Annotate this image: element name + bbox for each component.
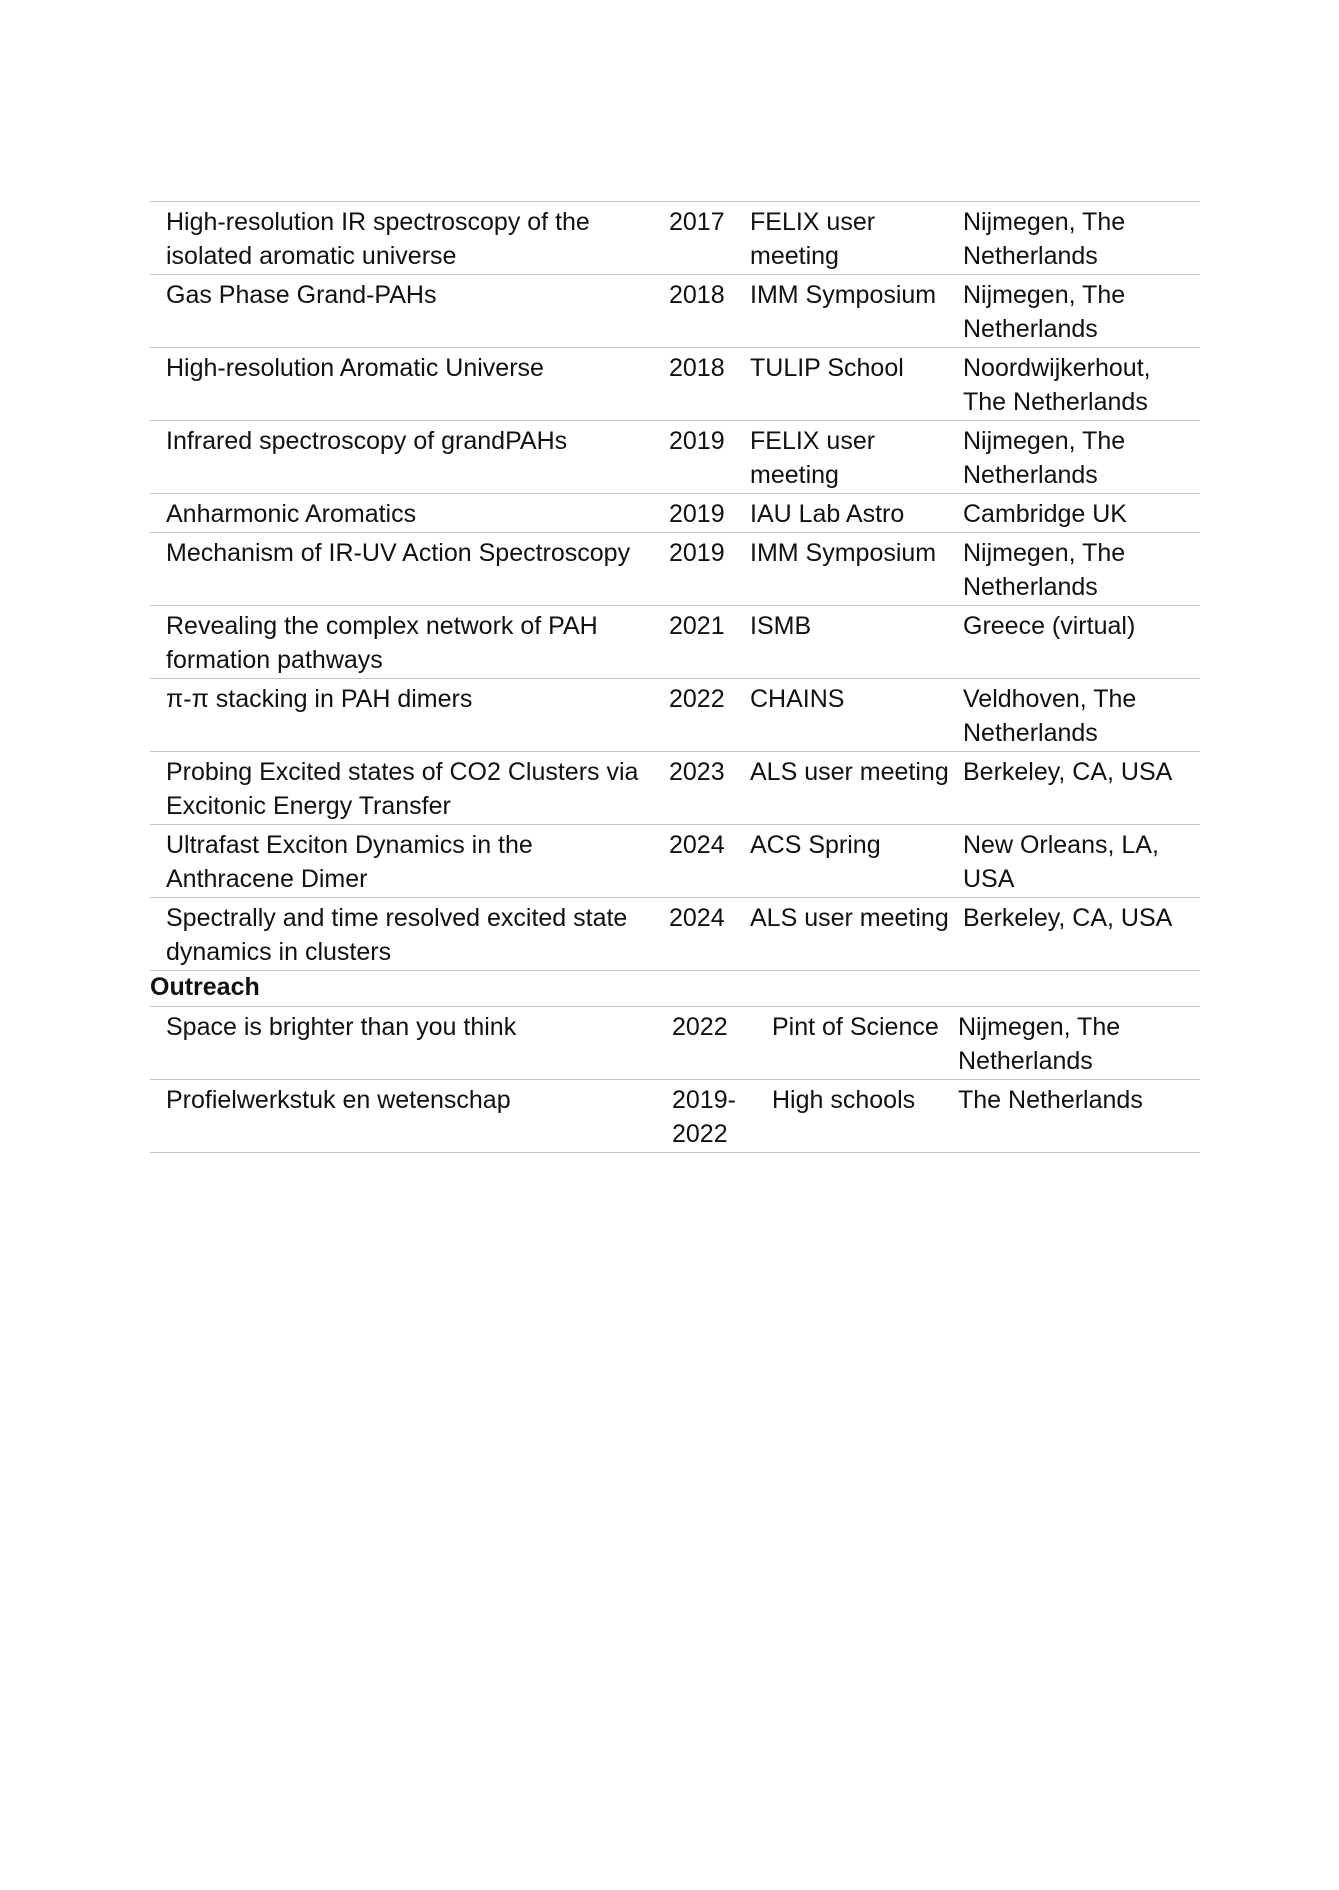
- table-row: [150, 533, 1200, 606]
- table-row: [150, 348, 1200, 421]
- outreach-location: The Netherlands: [947, 1080, 1200, 1153]
- outreach-year: 2022: [653, 1007, 769, 1080]
- table-row: [150, 275, 1200, 348]
- talk-event: IMM Symposium: [747, 275, 949, 348]
- talk-title: Ultrafast Exciton Dynamics in the Anthracene Dimer: [150, 825, 653, 898]
- table-row: [150, 421, 1200, 494]
- talk-event: CHAINS: [747, 679, 949, 752]
- table-row: [150, 202, 1200, 275]
- talk-year: 2024: [653, 898, 747, 971]
- talk-year: 2022: [653, 679, 747, 752]
- talk-location: Berkeley, CA, USA: [949, 752, 1200, 825]
- talk-year: 2019: [653, 421, 747, 494]
- talk-event: IMM Symposium: [747, 533, 949, 606]
- outreach-table: [150, 1006, 1200, 1153]
- talk-title: Anharmonic Aromatics: [150, 494, 653, 533]
- talk-year: 2019: [653, 494, 747, 533]
- talk-location: Nijmegen, The Netherlands: [949, 275, 1200, 348]
- outreach-event: Pint of Science: [769, 1007, 947, 1080]
- outreach-title: Space is brighter than you think: [150, 1007, 653, 1080]
- table-row: [150, 1007, 1200, 1080]
- talk-year: 2018: [653, 348, 747, 421]
- talk-event: FELIX user meeting: [747, 421, 949, 494]
- outreach-location: Nijmegen, The Netherlands: [947, 1007, 1200, 1080]
- talk-title: High-resolution IR spectroscopy of the isolated aromatic universe: [150, 202, 653, 275]
- talk-title: Probing Excited states of CO2 Clusters via Excitonic Energy Transfer: [150, 752, 653, 825]
- talk-year: 2018: [653, 275, 747, 348]
- talk-title: Revealing the complex network of PAH formation pathways: [150, 606, 653, 679]
- talk-title: High-resolution Aromatic Universe: [150, 348, 653, 421]
- talk-location: Nijmegen, The Netherlands: [949, 421, 1200, 494]
- talk-location: New Orleans, LA, USA: [949, 825, 1200, 898]
- talk-location: Berkeley, CA, USA: [949, 898, 1200, 971]
- table-row: [150, 898, 1200, 971]
- talk-event: ALS user meeting: [747, 752, 949, 825]
- table-row: [150, 606, 1200, 679]
- talk-title: π-π stacking in PAH dimers: [150, 679, 653, 752]
- table-row: [150, 752, 1200, 825]
- talk-title: Gas Phase Grand-PAHs: [150, 275, 653, 348]
- talk-title: Infrared spectroscopy of grandPAHs: [150, 421, 653, 494]
- talk-location: Veldhoven, The Netherlands: [949, 679, 1200, 752]
- outreach-heading: Outreach: [150, 973, 260, 1001]
- talk-event: FELIX user meeting: [747, 202, 949, 275]
- talk-location: Noordwijkerhout, The Netherlands: [949, 348, 1200, 421]
- talk-year: 2023: [653, 752, 747, 825]
- talk-year: 2021: [653, 606, 747, 679]
- talk-event: TULIP School: [747, 348, 949, 421]
- talk-title: Spectrally and time resolved excited state dynamics in clusters: [150, 898, 653, 971]
- talk-event: ISMB: [747, 606, 949, 679]
- talks-table: [150, 201, 1200, 971]
- table-row: [150, 494, 1200, 533]
- talk-event: ALS user meeting: [747, 898, 949, 971]
- talk-location: Greece (virtual): [949, 606, 1200, 679]
- outreach-year: 2019-2022: [653, 1080, 769, 1153]
- table-row: [150, 825, 1200, 898]
- talk-location: Nijmegen, The Netherlands: [949, 202, 1200, 275]
- talk-title: Mechanism of IR-UV Action Spectroscopy: [150, 533, 653, 606]
- talk-year: 2019: [653, 533, 747, 606]
- talk-year: 2017: [653, 202, 747, 275]
- talk-event: IAU Lab Astro: [747, 494, 949, 533]
- outreach-event: High schools: [769, 1080, 947, 1153]
- talk-location: Nijmegen, The Netherlands: [949, 533, 1200, 606]
- talk-year: 2024: [653, 825, 747, 898]
- table-row: [150, 679, 1200, 752]
- table-row: [150, 1080, 1200, 1153]
- talk-event: ACS Spring: [747, 825, 949, 898]
- outreach-title: Profielwerkstuk en wetenschap: [150, 1080, 653, 1153]
- talk-location: Cambridge UK: [949, 494, 1200, 533]
